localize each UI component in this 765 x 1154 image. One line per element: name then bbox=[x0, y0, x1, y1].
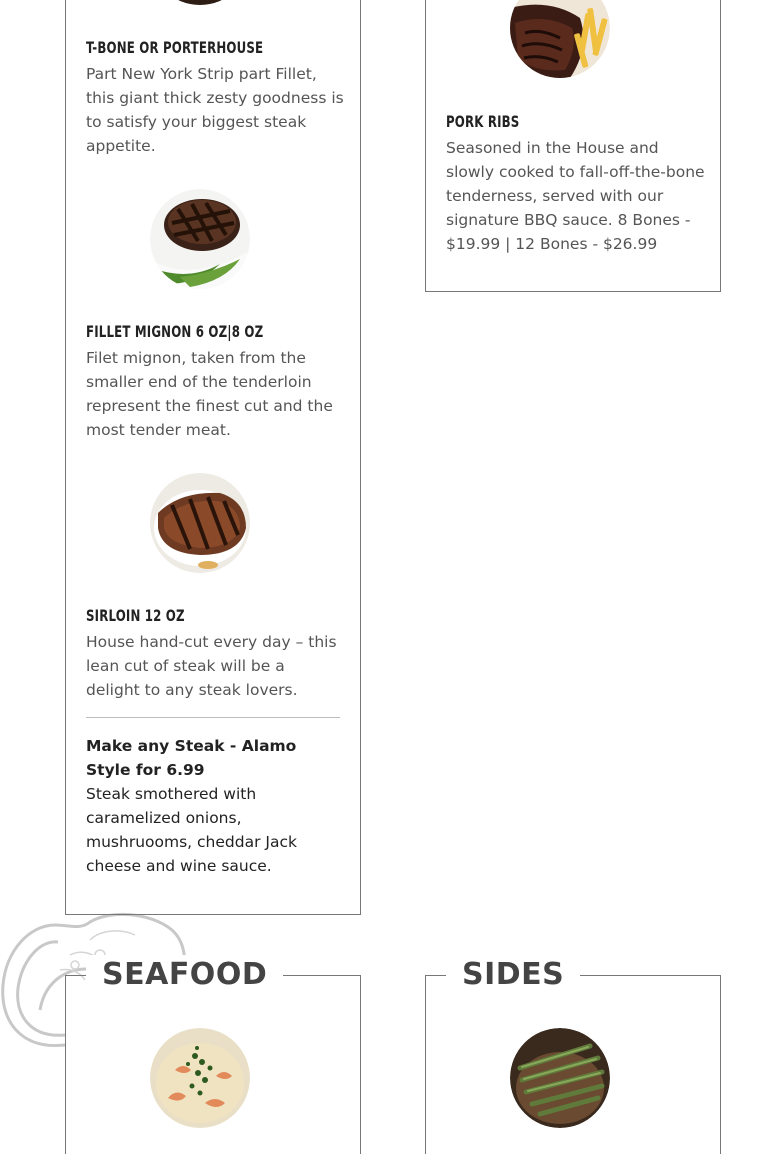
menu-item-title: SIRLOIN 12 OZ bbox=[86, 606, 185, 625]
menu-item-description: Filet mignon, taken from the smaller end of the tenderloin represent the finest cut and the most tender meat. bbox=[86, 349, 333, 439]
menu-item-description: House hand-cut every day – this lean cut of steak will be a delight to any steak lovers. bbox=[86, 633, 337, 699]
section-heading-sides: SIDES bbox=[446, 955, 580, 995]
section-heading-seafood: SEAFOOD bbox=[86, 955, 283, 995]
special-offer-title: Make any Steak - Alamo Style for 6.99 bbox=[86, 737, 297, 779]
sirloin-image bbox=[150, 473, 250, 573]
menu-item-title: PORK RIBS bbox=[446, 112, 520, 131]
menu-item-description: Part New York Strip part Fillet, this giant thick zesty goodness is to satisfy your biggest steak appetite. bbox=[86, 65, 344, 155]
menu-item-title: T-BONE OR PORTERHOUSE bbox=[86, 38, 264, 57]
shrimp-pasta-image bbox=[150, 1028, 250, 1128]
divider bbox=[86, 717, 340, 718]
fillet-mignon-image bbox=[150, 189, 250, 289]
menu-item-title: FILLET MIGNON 6 OZ|8 OZ bbox=[86, 322, 264, 341]
special-offer-description: Steak smothered with caramelized onions, mushruooms, cheddar Jack cheese and wine sauce. bbox=[86, 785, 297, 875]
asparagus-image bbox=[510, 1028, 610, 1128]
menu-item-description: Seasoned in the House and slowly cooked to fall-off-the-bone tenderness, served with our signature BBQ sauce. 8 Bones - $19.99 | 12 Bones - $26.99 bbox=[446, 139, 705, 253]
